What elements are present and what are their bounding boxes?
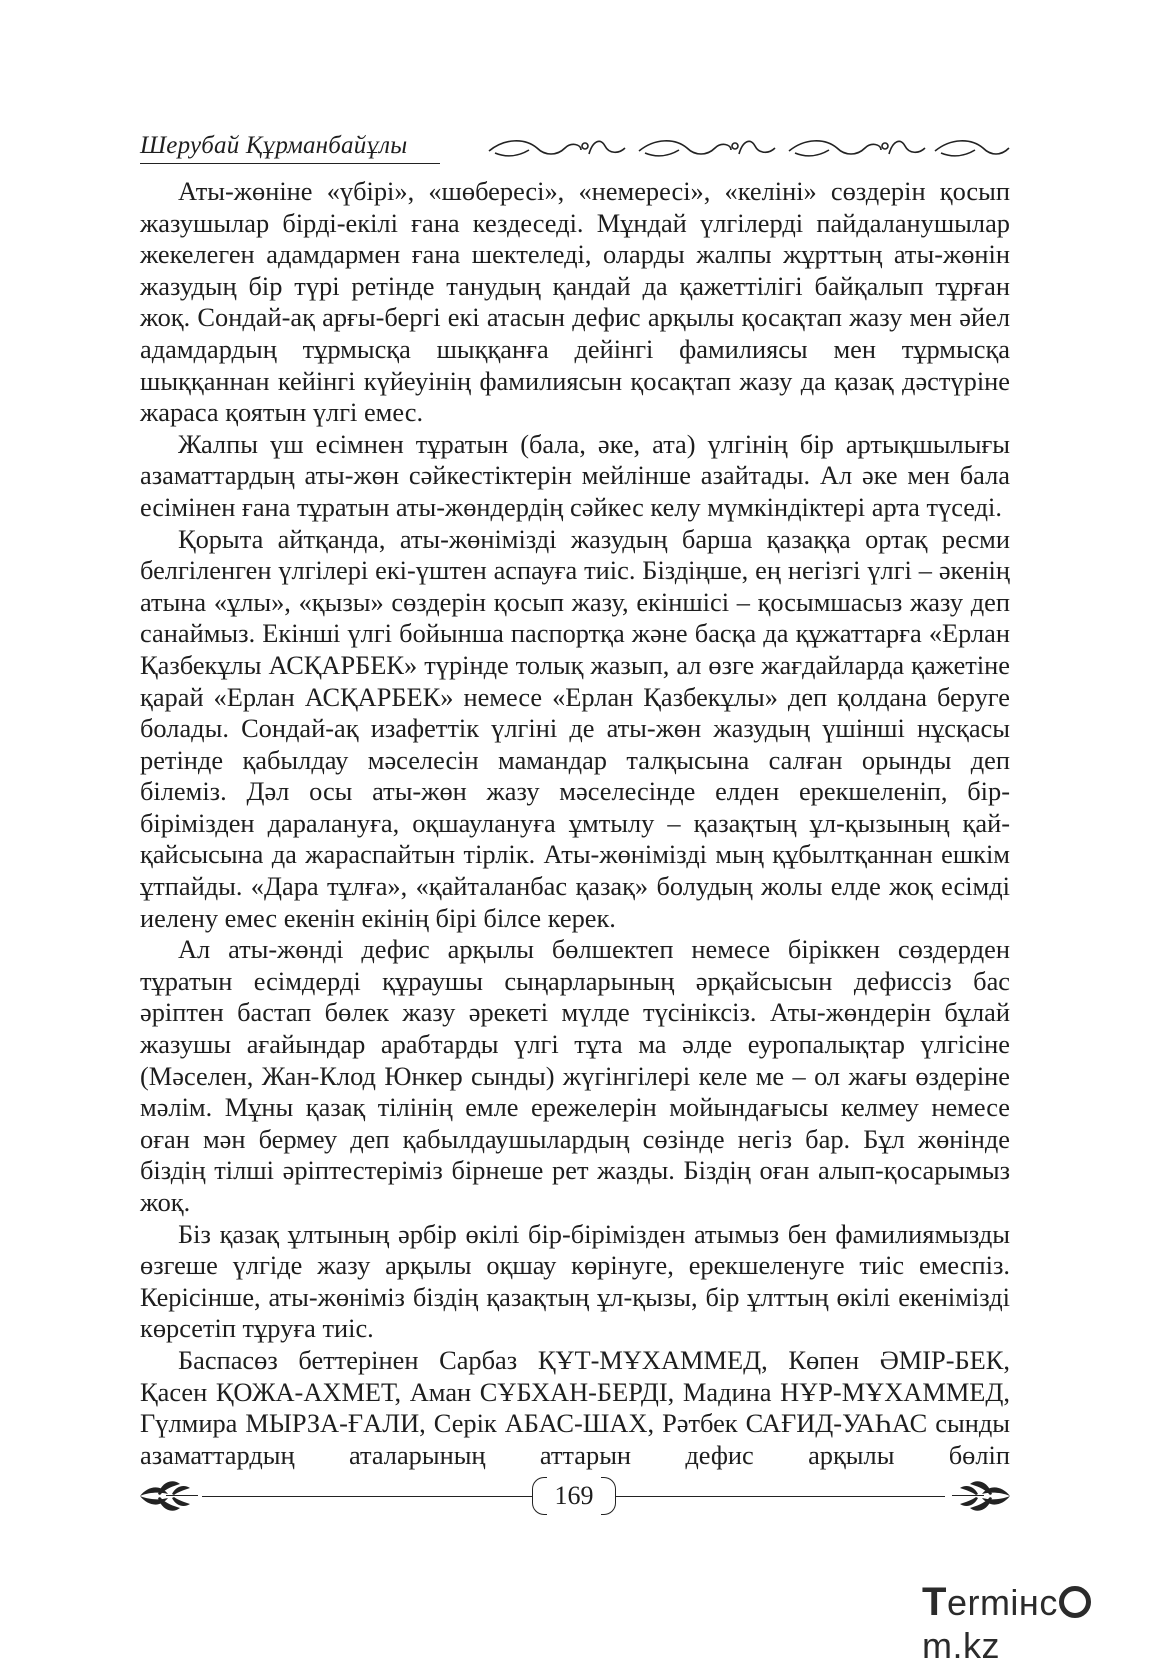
footer-rule-right	[615, 1496, 945, 1497]
watermark-text-b: m.kz	[922, 1625, 1000, 1666]
page-number: 169	[554, 1481, 594, 1510]
paragraph: Аты-жөніне «үбірі», «шөбересі», «немересі», «келіні» сөздерін қосып жазушылар бірді-екілі ғана кездеседі. Мұндай үлгілерді пайдаланушылар жекелеген адамдармен ғана шектеледі, оларды жалпы жұрттың аты-жөнін жазудың бір түрі ретінде танудың қандай да қажеттілігі байқалып тұрған жоқ. Сондай-ақ арғы-бергі екі атасын дефис арқылы қосақтап жазу мен әйел адамдардың тұрмысқа шыққанға дейінгі фамилиясы мен тұрмысқа шыққаннан кейінгі күйеуінің фамилиясын қосақтап жазу да қазақ дәстүріне жараса қоятын үлгі емес.	[140, 176, 1010, 428]
termincom-watermark	[922, 1580, 1158, 1667]
page-number-box	[532, 1477, 616, 1515]
leaf-ornament-left-icon	[136, 1474, 200, 1518]
watermark-o-ring-icon	[1059, 1586, 1091, 1618]
running-header	[140, 130, 1010, 166]
paragraph: Ал аты-жөнді дефис арқылы бөлшектеп немесе біріккен сөздерден тұратын есімдерді құраушы сыңарларының әрқайсысын дефиссіз бас әріптен бастап бөлек жазу әрекеті мүлде түсініксіз. Аты-жөндерін бұлай жазушы ағайындар арабтарды үлгі тұта ма әлде еуропалықтар үлгісіне (Мәселен, Жан-Клод Юнкер сынды) жүгінгілері келе ме – ол жағы өздеріне мәлім. Мұны қазақ тілінің емле ережелерін мойындағысы келмеу немесе оған мән бермеу деп қабылдаушылардың сөзінде негіз бар. Бұл жөнінде біздің тілші әріптестеріміз бірнеше рет жазды. Біздің оған алып-қосарымыз жоқ.	[140, 934, 1010, 1217]
leaf-ornament-right-icon	[950, 1474, 1014, 1518]
header-rule	[140, 163, 440, 164]
paragraph: Баспасөз беттерінен Сарбаз ҚҰТ-МҰХАММЕД, Көпен ӘМІР-БЕК, Қасен ҚОЖА-АХМЕТ, Аман СҰБХАН-БЕРДІ, Мадина НҰР-МҰХАММЕД, Гүлмира МЫРЗА-ҒАЛИ, Серік АБАС-ШАХ, Рәтбек САҒИД-УАҺАС сынды азаматтардың аталарының аттарын дефис арқылы бөліп	[140, 1344, 1010, 1470]
watermark-text-a: ermінc	[946, 1582, 1058, 1623]
author-name: Шерубай Құрманбайұлы	[140, 132, 408, 159]
paragraph: Жалпы үш есімнен тұратын (бала, әке, ата) үлгінің бір артықшылығы азаматтардың аты-жөн сәйкестіктерін мейлінше азайтады. Ал әке мен бала есімінен ғана тұратын аты-жөндердің сәйкес келу мүмкіндіктері арта түседі.	[140, 428, 1010, 522]
watermark-t: T	[922, 1580, 947, 1624]
paragraph: Қорыта айтқанда, аты-жөнімізді жазудың барша қазаққа ортақ ресми белгіленген үлгілері екі-үштен аспауға тиіс. Біздіңше, ең негізгі үлгі – әкенің атына «ұлы», «қызы» сөздерін қосып жазу, екіншісі – қосымшасыз жазу деп санаймыз. Екінші үлгі бойынша паспортқа және басқа да құжаттарға «Ерлан Қазбекұлы АСҚАРБЕК» түрінде толық жазып, ал өзге жағдайларда қажетіне қарай «Ерлан АСҚАРБЕК» немесе «Ерлан Қазбекұлы» деп қолдана беруге болады. Сондай-ақ изафеттік үлгіні де аты-жөн жазудың үшінші нұсқасы ретінде қабылдау мәселесін мамандар талқысына салған орынды деп білеміз. Дәл осы аты-жөн жазу мәселесінде елден ерекшеленіп, бір-бірімізден даралануға, оқшаулануға ұмтылу – қазақтың ұл-қызының қай-қайсысына да жараспайтын тірлік. Аты-жөнімізді мың құбылтқаннан ешкім ұтпайды. «Дара тұлға», «қайталанбас қазақ» болудың жолы елде жоқ есімді иелену емес екенін екінің бірі білсе керек.	[140, 523, 1010, 933]
paragraph: Біз қазақ ұлтының әрбір өкілі бір-бірімізден атымыз бен фамилиямызды өзгеше үлгіде жазу арқылы оқшау көрінуге, ерекшеленуге тиіс емеспіз. Керісінше, аты-жөніміз біздің қазақтың ұл-қызы, бір ұлттың өкілі екенімізді көрсетіп тұруға тиіс.	[140, 1218, 1010, 1344]
body-text	[140, 176, 1010, 1471]
page-footer	[140, 1474, 1010, 1518]
scroll-ornament-icon	[485, 134, 1013, 164]
footer-rule-left	[202, 1496, 532, 1497]
